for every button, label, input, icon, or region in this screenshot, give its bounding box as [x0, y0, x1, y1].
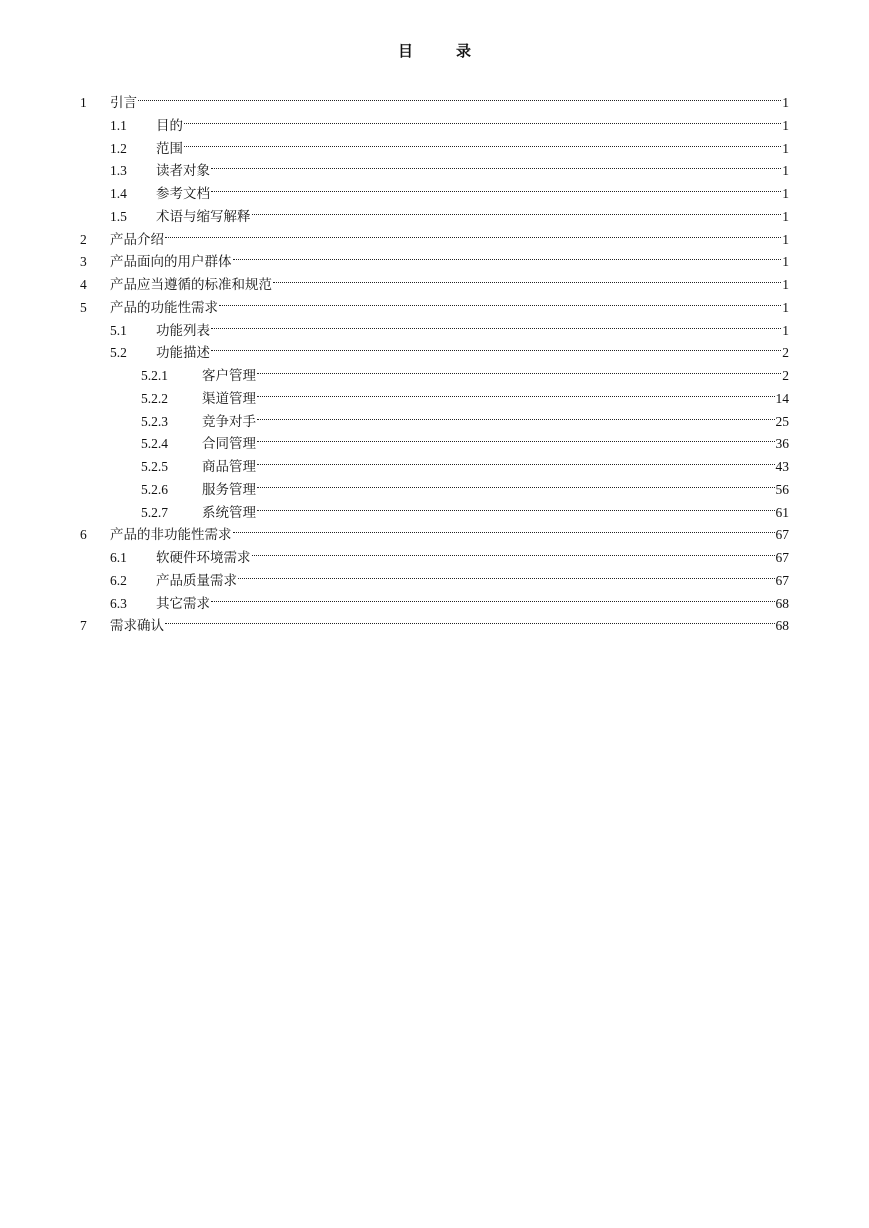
toc-entry-label: 软硬件环境需求 — [156, 550, 251, 565]
toc-entry-page-number: 36 — [775, 436, 789, 452]
toc-entry-label: 范围 — [156, 140, 183, 156]
toc-dot-leader — [184, 131, 781, 153]
toc-entry-number: 5.2.6 — [141, 481, 168, 497]
toc-entry-number: 5.2.5 — [141, 459, 168, 474]
toc-dot-leader — [165, 222, 781, 244]
toc-entry-page-number: 1 — [782, 277, 789, 292]
toc-entry-page-number: 43 — [775, 459, 789, 474]
toc-entry-label: 需求确认 — [110, 618, 164, 634]
toc-entry-label: 产品质量需求 — [156, 572, 237, 588]
toc-entry-label: 商品管理 — [202, 459, 256, 474]
toc-dot-leader — [257, 472, 775, 494]
toc-dot-leader — [138, 85, 781, 107]
toc-entry-page-number: 1 — [782, 95, 789, 110]
toc-entry-number: 1.4 — [110, 186, 127, 201]
toc-entry[interactable] — [141, 404, 789, 429]
toc-entry[interactable] — [110, 131, 789, 156]
toc-entry-label: 产品面向的用户群体 — [110, 254, 232, 270]
toc-dot-leader — [211, 176, 781, 198]
toc-entry-label: 产品的功能性需求 — [110, 299, 218, 315]
toc-entry-page-number: 1 — [782, 231, 789, 247]
toc-entry-number: 1.2 — [110, 140, 127, 156]
toc-entry-page-number: 56 — [775, 481, 789, 497]
toc-entry[interactable] — [110, 176, 789, 201]
toc-entry-page-number: 68 — [775, 618, 789, 634]
toc-entry[interactable] — [80, 85, 789, 110]
toc-entry-number: 1.5 — [110, 208, 127, 224]
toc-entry[interactable] — [110, 540, 789, 565]
toc-entry[interactable] — [110, 199, 789, 224]
toc-title: 目 录 — [397, 44, 485, 60]
toc-entry-page-number: 1 — [782, 208, 789, 224]
toc-entry[interactable] — [141, 358, 789, 383]
toc-entry-number: 4 — [80, 277, 87, 292]
toc-dot-leader — [257, 426, 775, 448]
toc-entry-number: 5.1 — [110, 322, 127, 338]
toc-entry-label: 客户管理 — [202, 368, 256, 383]
toc-entry-number: 5.2.2 — [141, 390, 168, 406]
toc-dot-leader — [219, 290, 781, 312]
toc-entry-label: 竞争对手 — [202, 413, 256, 429]
toc-entry-page-number: 67 — [775, 572, 789, 588]
toc-entry-number: 5.2.1 — [141, 368, 168, 383]
toc-entry-page-number: 1 — [782, 163, 789, 179]
toc-entry[interactable] — [110, 313, 789, 338]
toc-entry-number: 6 — [80, 527, 87, 543]
toc-entry[interactable] — [110, 586, 789, 611]
toc-entry-page-number: 61 — [775, 504, 789, 520]
toc-entry[interactable] — [141, 449, 789, 474]
toc-entry-number: 1.3 — [110, 163, 127, 179]
toc-entry[interactable] — [110, 108, 789, 133]
toc-entry-page-number: 14 — [775, 390, 789, 406]
toc-dot-leader — [252, 540, 775, 562]
toc-entry-number: 3 — [80, 254, 87, 270]
toc-entry-page-number: 68 — [775, 595, 789, 611]
toc-entry[interactable] — [110, 335, 789, 361]
toc-entry-label: 产品介绍 — [110, 231, 164, 247]
toc-dot-leader — [211, 313, 781, 335]
toc-entry-label: 参考文档 — [156, 186, 210, 201]
toc-dot-leader — [257, 449, 775, 471]
toc-entry-label: 系统管理 — [202, 504, 256, 520]
toc-dot-leader — [233, 517, 775, 539]
toc-entry-label: 渠道管理 — [202, 390, 256, 406]
toc-entry-page-number: 1 — [782, 186, 789, 201]
toc-entry-number: 7 — [80, 618, 87, 634]
toc-dot-leader — [252, 199, 782, 221]
toc-entry-label: 功能列表 — [156, 322, 210, 338]
toc-entry-page-number: 2 — [782, 345, 789, 361]
toc-entry-number: 5.2.4 — [141, 436, 168, 452]
toc-entry-label: 产品的非功能性需求 — [110, 527, 232, 543]
toc-entry-number: 5.2.3 — [141, 413, 168, 429]
toc-entry-label: 服务管理 — [202, 481, 256, 497]
toc-entry[interactable] — [141, 426, 789, 452]
toc-entry[interactable] — [110, 563, 789, 588]
toc-dot-leader — [257, 381, 775, 403]
toc-entry-label: 术语与缩写解释 — [156, 208, 251, 224]
toc-entry-page-number: 1 — [782, 140, 789, 156]
toc-entry-page-number: 2 — [782, 368, 789, 383]
toc-dot-leader — [273, 267, 781, 289]
toc-entry[interactable] — [80, 267, 789, 292]
toc-entry-label: 读者对象 — [156, 163, 210, 179]
toc-entry-number: 2 — [80, 231, 87, 247]
toc-entry-page-number: 1 — [782, 299, 789, 315]
toc-dot-leader — [257, 495, 775, 517]
toc-entry[interactable] — [80, 517, 789, 543]
toc-entry[interactable] — [141, 381, 789, 406]
toc-entry[interactable] — [80, 290, 789, 315]
toc-entry-number: 6.2 — [110, 572, 127, 588]
toc-entry-label: 功能描述 — [156, 345, 210, 361]
toc-dot-leader — [211, 586, 775, 608]
toc-entry-label: 目的 — [156, 117, 183, 133]
toc-entry-number: 1 — [80, 95, 87, 110]
toc-dot-leader — [211, 335, 781, 357]
toc-dot-leader — [257, 358, 781, 380]
toc-entry[interactable] — [141, 472, 789, 497]
toc-entry-label: 其它需求 — [156, 595, 210, 611]
toc-entry[interactable] — [80, 222, 789, 247]
toc-dot-leader — [257, 404, 775, 426]
toc-entry[interactable] — [80, 244, 789, 270]
toc-entry[interactable] — [80, 608, 789, 634]
toc-entry-number: 1.1 — [110, 117, 127, 133]
toc-entry-page-number: 1 — [782, 117, 789, 133]
toc-dot-leader — [211, 153, 781, 175]
toc-entry-page-number: 67 — [775, 527, 789, 543]
toc-dot-leader — [184, 108, 781, 130]
toc-entry-page-number: 25 — [775, 413, 789, 429]
toc-dot-leader — [233, 244, 782, 266]
toc-entry[interactable] — [141, 495, 789, 520]
toc-entry-label: 合同管理 — [202, 436, 256, 452]
toc-entry-label: 引言 — [110, 95, 137, 110]
toc-entry-number: 6.3 — [110, 595, 127, 611]
toc-entry-page-number: 67 — [775, 550, 789, 565]
toc-entry-page-number: 1 — [782, 322, 789, 338]
toc-entry-label: 产品应当遵循的标准和规范 — [110, 277, 272, 292]
toc-dot-leader — [165, 608, 775, 630]
toc-dot-leader — [238, 563, 775, 585]
toc-entry[interactable] — [110, 153, 789, 179]
toc-entry-number: 5.2.7 — [141, 504, 168, 520]
toc-entry-page-number: 1 — [782, 254, 789, 270]
toc-entry-number: 5.2 — [110, 345, 127, 361]
toc-entry-number: 6.1 — [110, 550, 127, 565]
toc-entry-number: 5 — [80, 299, 87, 315]
